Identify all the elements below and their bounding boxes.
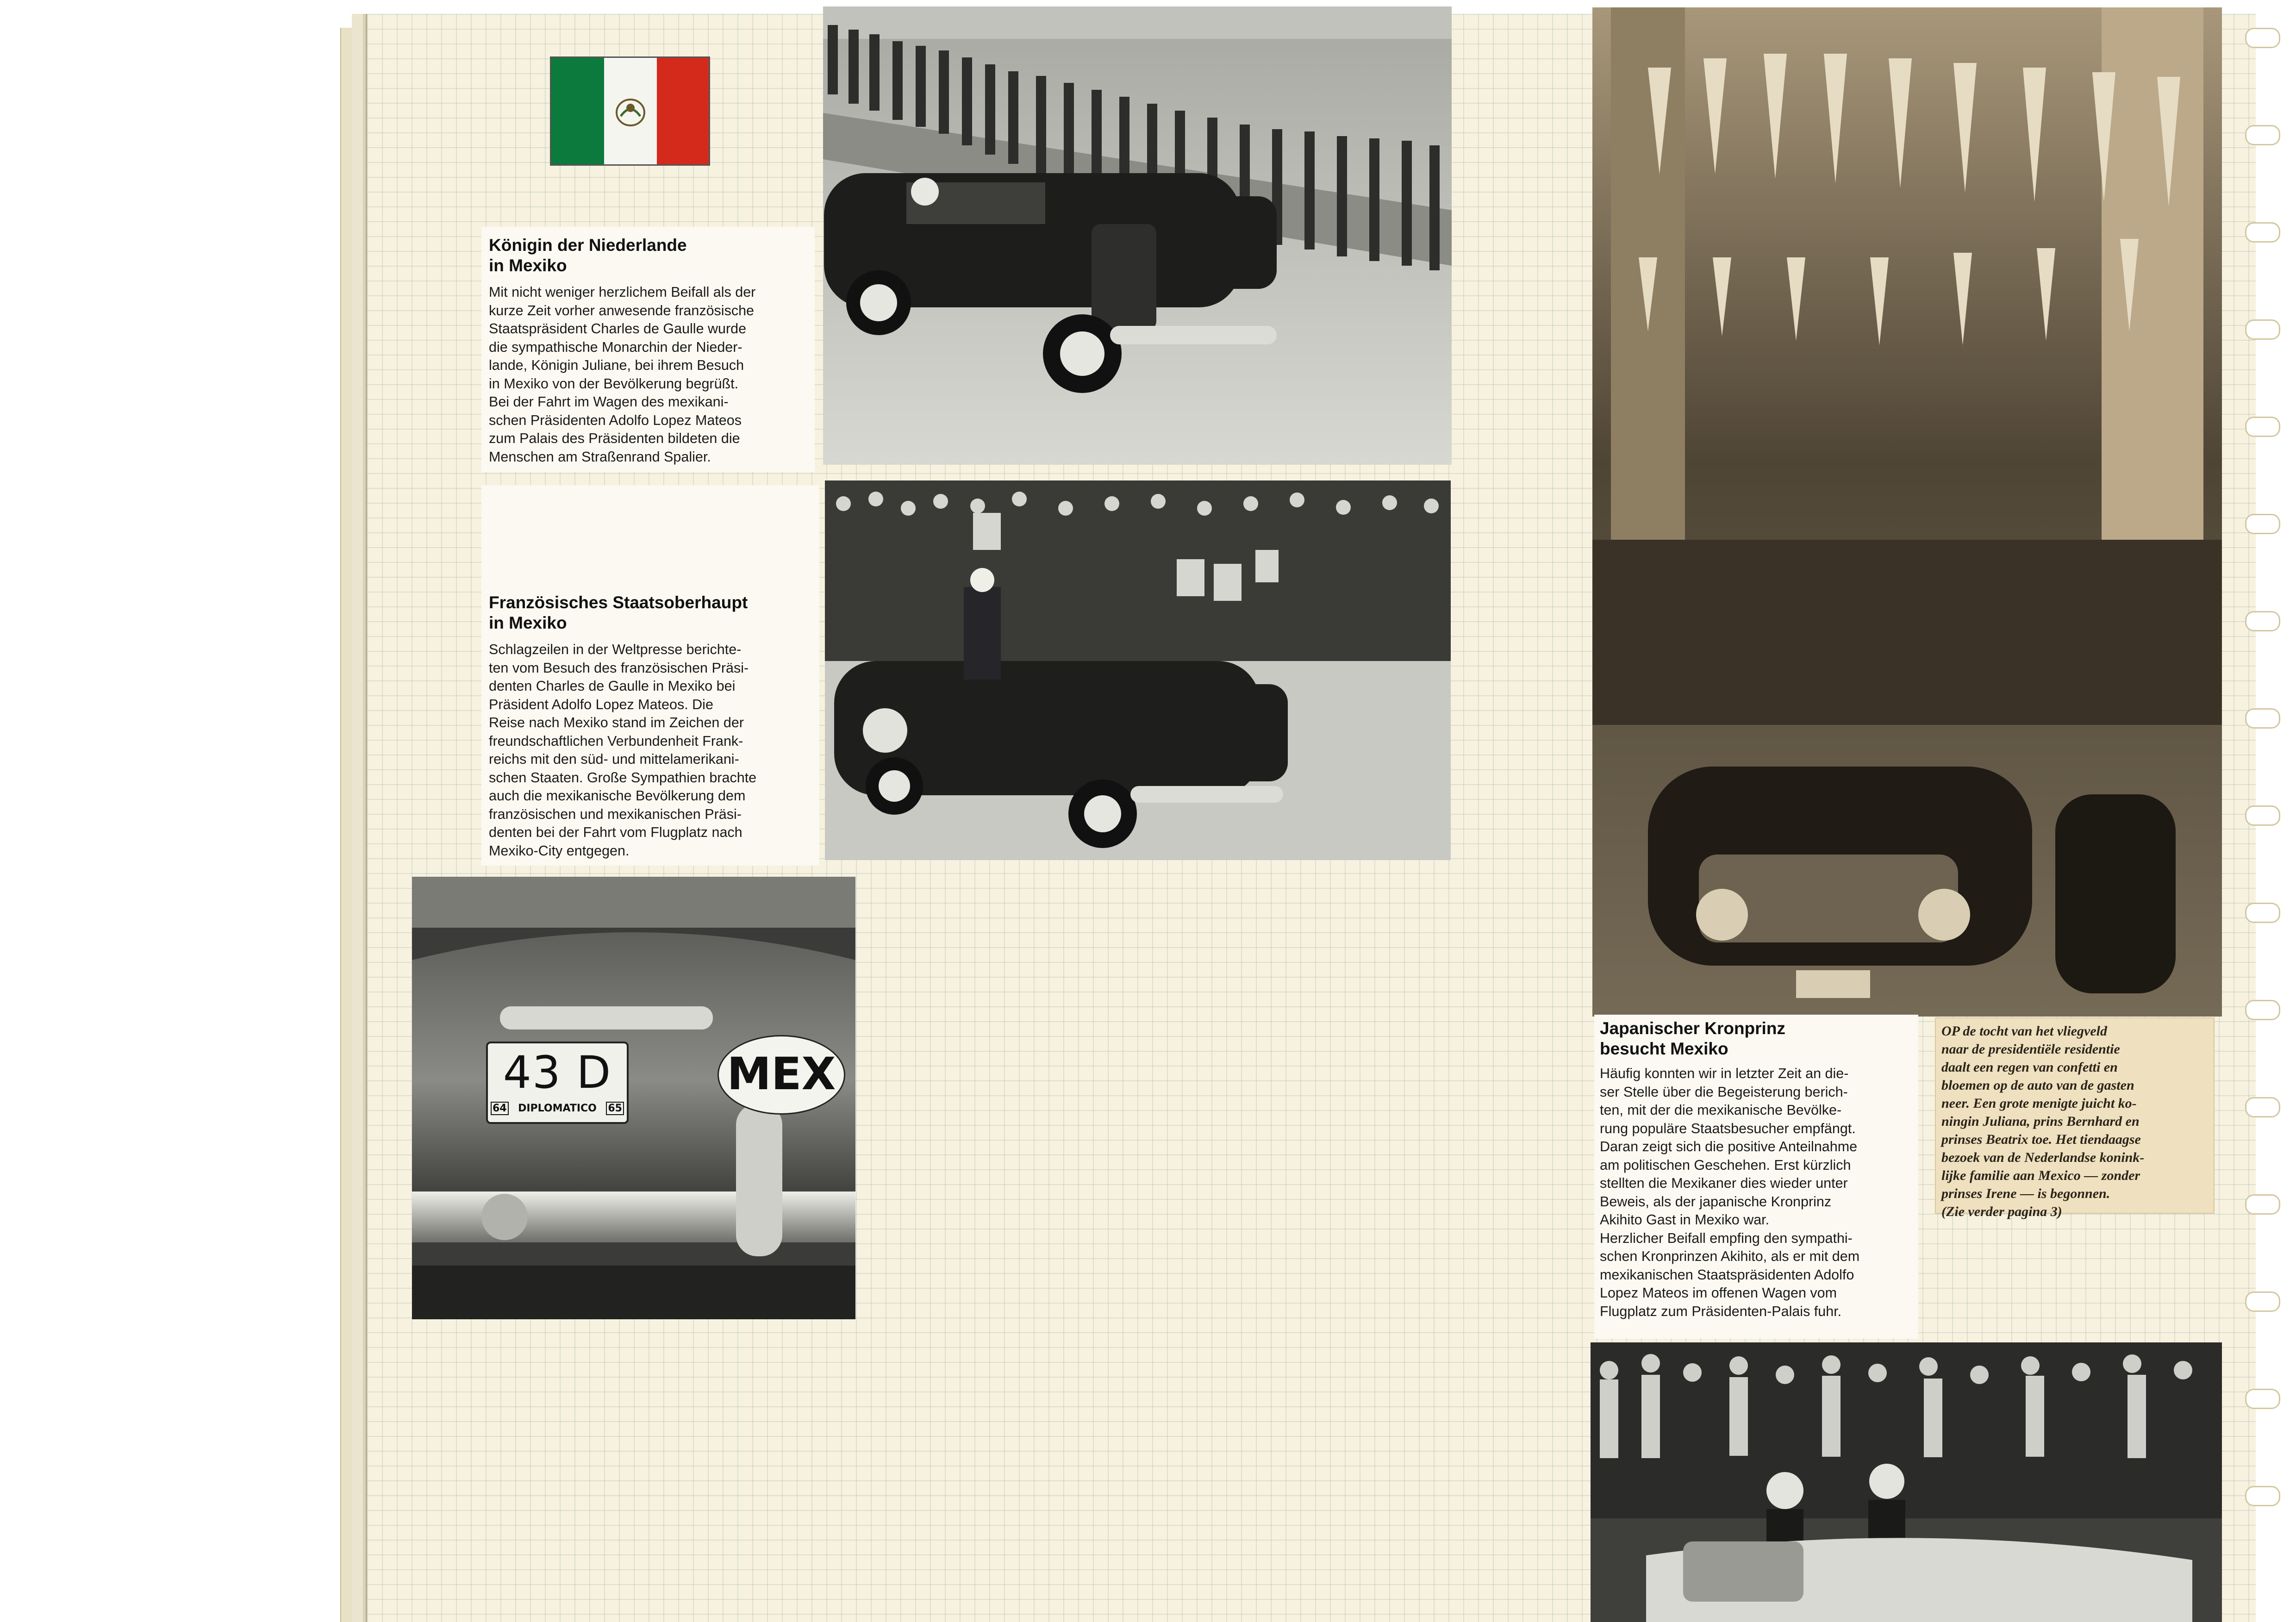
dutch-newspaper-caption (1935, 1017, 2215, 1219)
de-gaulle-motorcade-photo (825, 480, 1451, 860)
country-oval-sticker (718, 1035, 845, 1115)
dutch-caption-text: OP de tocht van het vliegveld naar de presidentiële residentie daalt een regen van confetti en bloemen op de auto van de gasten neer. Een grote menigte juicht ko- ningin Juliana, prins Bernhard en prinses Beatrix toe. Het tiendaagse bezoek van de Nederlandse konink- lijke familie aan Mexico — zonder prinses Irene — is begonnen. (Zie verder pagina 3) (1941, 1023, 2145, 1219)
queen-article-title: Königin der Niederlande in Mexiko (489, 236, 687, 275)
newspaper-crowd-photo (1592, 7, 2222, 1017)
binder-hole (2245, 125, 2280, 145)
mexico-flag-icon (550, 56, 710, 166)
binder-hole (2245, 708, 2280, 729)
queen-article-body: Mit nicht weniger herzlichem Beifall als der kurze Zeit vorher anwesende französische Staatspräsident Charles de Gaulle wurde die sympathische Monarchin der Nieder- lande, Königin Juliane, bei ihrem Besuch in Mexiko von der Bevölkerung begrüßt. Bei der Fahrt im Wagen des mexikani- schen Präsidenten Adolfo Lopez Mateos zum Palais des Präsidenten bildeten die Menschen am Straßenrand Spalier. (489, 284, 756, 465)
license-plate-number: 43 D (503, 1047, 612, 1098)
france-article-body: Schlagzeilen in der Weltpresse berichte- ten vom Besuch des französischen Präsi- denten Charles de Gaulle in Mexiko bei Präsident Adolfo Lopez Mateos. Die Reise nach Mexiko stand im Zeichen der freundschaftlichen Verbundenheit Frank- reichs mit den süd- und mittelamerikani- schen Staaten. Große Sympathien brachte auch die mexikanische Bevölkerung dem französischen und mexikanischen Präsi- denten bei der Fahrt vom Flugplatz nach Mexiko-City entgegen. (489, 642, 757, 859)
binder-hole (2245, 1097, 2280, 1117)
license-plate-year-left: 64 (491, 1102, 509, 1115)
country-code: MEX (727, 1048, 836, 1100)
queen-article (481, 227, 815, 472)
diplomatic-plate-photo (412, 877, 855, 1319)
japan-article-body: Häufig konnten wir in letzter Zeit an die- ser Stelle über die Begeisterung berich- ten, mit der die mexikanische Bevölke- rung populäre Staatsbesucher empfängt. Daran zeigt sich die positive Anteilnahme am politischen Geschehen. Erst kürzlich stellten die Mexikaner dies wieder unter Beweis, als der japanische Kronprinz Akihito Gast in Mexiko war. Herzlicher Beifall empfing den sympathi- schen Kronprinzen Akihito, als er mit dem mexikanischen Staatspräsidenten Adolfo Lopez Mateos im offenen Wagen vom Flugplatz zum Präsidenten-Palais fuhr. (1600, 1066, 1860, 1319)
license-plate-type: DIPLOMATICO (518, 1103, 597, 1114)
binder-hole (2245, 1389, 2280, 1409)
japan-article-title: Japanischer Kronprinz besucht Mexiko (1600, 1019, 1785, 1058)
binder-hole (2245, 1486, 2280, 1506)
binder-hole (2245, 514, 2280, 534)
france-article (481, 485, 819, 866)
japan-article (1594, 1015, 1918, 1339)
binder-hole (2245, 319, 2280, 340)
binder-hole (2245, 611, 2280, 631)
binder-hole (2245, 222, 2280, 243)
binder-hole (2245, 903, 2280, 923)
france-article-title: Französisches Staatsoberhaupt in Mexiko (489, 593, 748, 632)
binder-hole (2245, 1194, 2280, 1215)
binder-hole (2245, 417, 2280, 437)
license-plate (486, 1042, 629, 1124)
binder-hole (2245, 28, 2280, 48)
license-plate-year-right: 65 (606, 1102, 624, 1115)
binder-hole (2245, 1000, 2280, 1020)
binder-hole (2245, 805, 2280, 826)
album-page-edge (340, 28, 369, 1622)
akihito-motorcade-photo (1591, 1342, 2222, 1622)
queen-motorcade-photo (823, 6, 1452, 465)
binder-hole (2245, 1291, 2280, 1312)
